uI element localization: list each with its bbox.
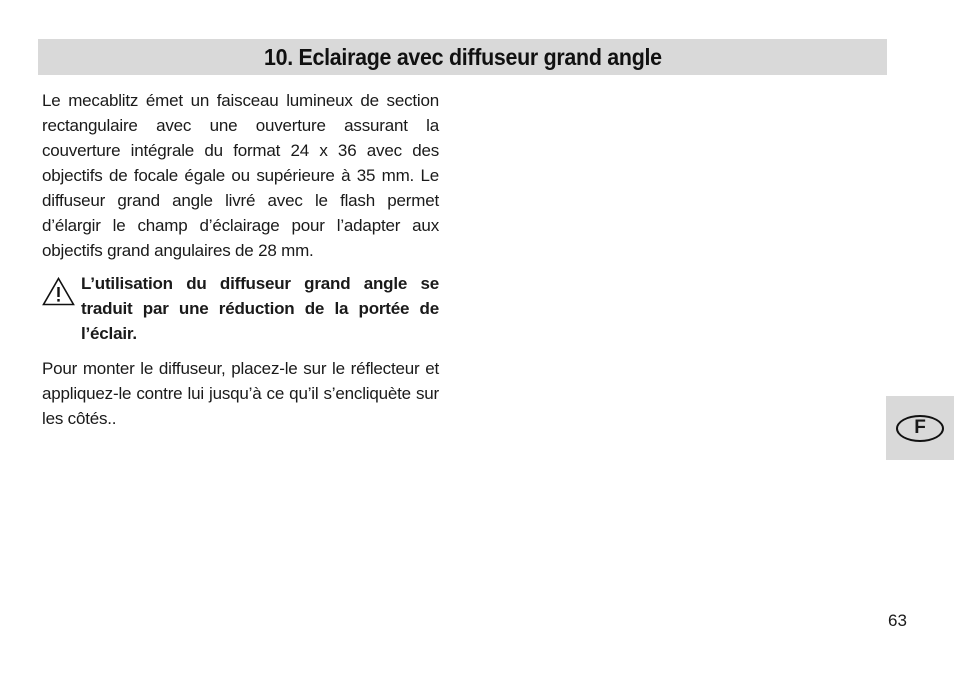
page-number: 63 xyxy=(888,611,907,630)
language-badge: F xyxy=(896,415,944,442)
warning-block xyxy=(42,271,439,346)
warning-text: L’utilisation du diffuseur grand angle se traduit par une réduction de la portée de l’éclair. xyxy=(81,274,439,343)
mounting-paragraph: Pour monter le diffuseur, placez-le sur le réflecteur et appliquez-le contre lui jusqu’à ce qu’il s’encliquète sur les côtés.. xyxy=(42,359,439,428)
page-title: 10. Eclairage avec diffuseur grand angle xyxy=(263,43,662,70)
intro-paragraph: Le mecablitz émet un faisceau lumineux de section rectangulaire avec une ouverture assurant la couverture intégrale du format 24 x 36 avec des objectifs de focale égale ou supérieure à 35 mm. Le diffuseur grand angle livré avec le flash permet d’élargir le champ d’éclairage pour l’adapter aux objectifs grand angulaires de 28 mm. xyxy=(42,91,439,260)
language-tab xyxy=(886,396,954,460)
title-bar xyxy=(38,39,887,75)
warning-triangle-icon xyxy=(42,277,75,306)
text-column xyxy=(42,88,439,431)
